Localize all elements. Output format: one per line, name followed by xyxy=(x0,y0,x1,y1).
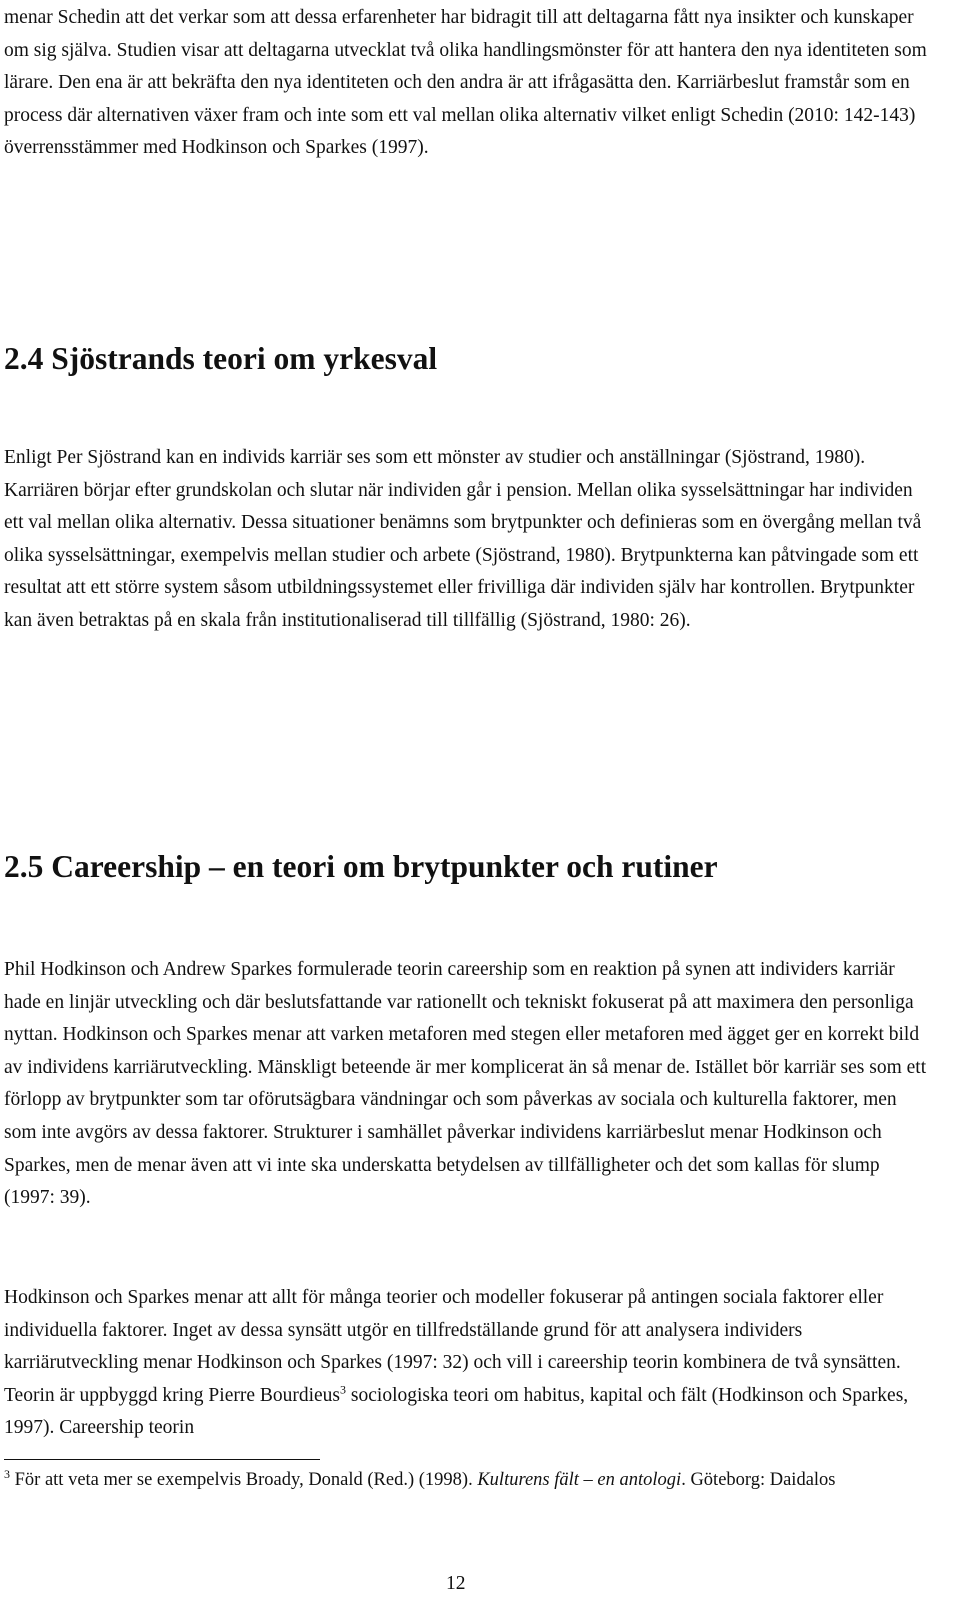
paragraph-schedin-continued: menar Schedin att det verkar som att dessa erfarenheter har bidragit till att deltagarna fått nya insikter och kunskaper om sig själva. Studien visar att deltagarna utvecklat två olika handlingsmönster för att hantera den nya identiteten som lärare. Den ena är att bekräfta den nya identiteten och den andra är att ifrågasätta den. Karriärbeslut framstår som en process där alternativen växer fram och inte som ett val mellan olika alternativ vilket enligt Schedin (2010: 142-143) överrensstämmer med Hodkinson och Sparkes (1997). xyxy=(4,7,927,159)
page-number: 12 xyxy=(446,1573,466,1594)
footnote-text-end: . Göteborg: Daidalos xyxy=(681,1470,836,1490)
paragraph-sjostrand-theory: Enligt Per Sjöstrand kan en individs karriär ses som ett mönster av studier och anställningar (Sjöstrand, 1980). Karriären börjar efter grundskolan och slutar när individen går i pension. Mellan olika sysselsättningar har individen ett val mellan olika alternativ. Dessa situationer benämns som brytpunkter och definieras som en övergång mellan två olika sysselsättningar, exempelvis mellan studier och arbete (Sjöstrand, 1980). Brytpunkterna kan påtvingade som ett resultat att ett större system såsom utbildningssystemet eller frivilliga där individen själv har kontrollen. Brytpunkter kan även betraktas på en skala från institutionaliserad till tillfällig (Sjöstrand, 1980: 26). xyxy=(4,447,922,631)
footnote-text: För att veta mer se exempelvis Broady, Donald (Red.) (1998). xyxy=(10,1470,478,1490)
heading-section-2-4: 2.4 Sjöstrands teori om yrkesval xyxy=(4,341,438,376)
paragraph-careership-intro: Phil Hodkinson och Andrew Sparkes formulerade teorin careership som en reaktion på synen att individers karriär hade en linjär utveckling och där beslutsfattande var rationellt och tekniskt fokuserat på att maximera den personliga nyttan. Hodkinson och Sparkes menar att varken metaforen med stegen eller metaforen med ägget ger en korrekt bild av individens karriärutveckling. Mänskligt beteende är mer komplicerat än så menar de. Istället bör karriär ses som ett förlopp av brytpunkter som tar oförutsägbara vändningar och som påverkas av sociala och kulturella faktorer, men som inte avgörs av dessa faktorer. Strukturer i samhället påverkar individens karriärbeslut menar Hodkinson och Sparkes, men de menar även att vi inte ska underskatta betydelsen av tillfälligheter och det som kallas för slump (1997: 39). xyxy=(4,959,927,1209)
paragraph-text-part: Hodkinson och Sparkes menar att allt för många teorier och modeller fokuserar på antingen sociala faktorer eller individuella faktorer. Inget av dessa synsätt utgör en tillfredställande grund för att analysera individers karriärutveckling menar Hodkinson och Sparkes (1997: 32) och vill i careership teorin kombinera de två synsätten. Teorin är uppbyggd kring Pierre Bourdieus xyxy=(4,1287,901,1406)
footnote-book-title: Kulturens fält – en antologi xyxy=(477,1470,682,1490)
paragraph-careership-bourdieu xyxy=(4,1282,934,1445)
footnote-marker: 3 xyxy=(4,1466,10,1481)
footnote xyxy=(4,1467,934,1494)
footnote-separator xyxy=(4,1459,320,1460)
heading-section-2-5: 2.5 Careership – en teori om brytpunkter och rutiner xyxy=(4,849,718,884)
paragraph-text-part: sociologiska teori om habitus, kapital och fält (Hodkinson och Sparkes, 1997). Careership teorin xyxy=(4,1384,909,1439)
footnote-reference: 3 xyxy=(340,1382,347,1397)
